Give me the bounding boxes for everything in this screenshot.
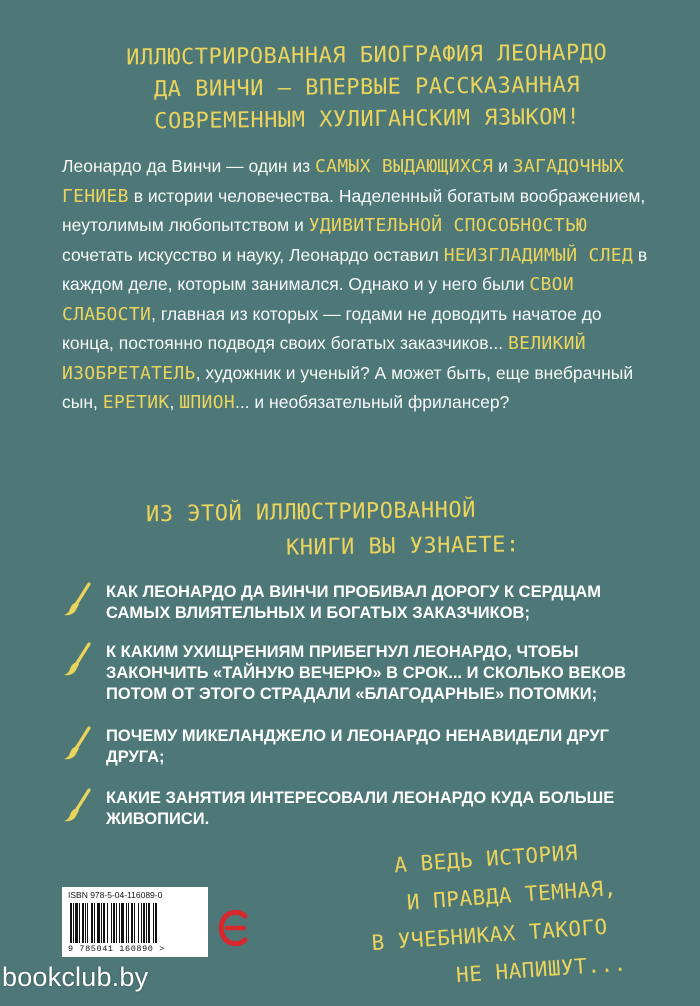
subheading-line-2: КНИГИ ВЫ УЗНАЕТЕ: — [285, 532, 520, 561]
quote-line: В УЧЕБНИКАХ ТАКОГО — [370, 914, 609, 956]
intro-highlight: ЗАГАДОЧНЫХ ГЕНИЕВ — [62, 156, 625, 207]
barcode-bar — [73, 903, 74, 943]
quote-line: А ВЕДЬ ИСТОРИЯ — [393, 840, 579, 878]
barcode-bar — [103, 903, 105, 943]
intro-paragraph — [62, 152, 652, 418]
bullet-text: К КАКИМ УХИЩРЕНИЯМ ПРИБЕГНУЛ ЛЕОНАРДО, ЧТОБЫ ЗАКОНЧИТЬ «ТАЙНУЮ ВЕЧЕРЮ» В СРОК... И СКОЛЬКО ВЕКОВ ПОТОМ ОТ ЭТОГО СТРАДАЛИ «БЛАГОДАРНЫЕ» ПОТОМКИ; — [106, 643, 627, 703]
barcode-bar — [138, 903, 139, 943]
bullet-text: ПОЧЕМУ МИКЕЛАНДЖЕЛО И ЛЕОНАРДО НЕНАВИДЕЛИ ДРУГ ДРУГА; — [106, 727, 609, 766]
barcode-bar — [134, 903, 135, 943]
intro-highlight: СВОИ СЛАБОСТИ — [62, 274, 574, 325]
bullet-text: КАК ЛЕОНАРДО ДА ВИНЧИ ПРОБИВАЛ ДОРОГУ К СЕРДЦАМ САМЫХ ВЛИЯТЕЛЬНЫХ И БОГАТЫХ ЗАКАЗЧИКОВ; — [106, 583, 602, 622]
bullet-text: КАКИЕ ЗАНЯТИЯ ИНТЕРЕСОВАЛИ ЛЕОНАРДО КУДА БОЛЬШЕ ЖИВОПИСИ. — [106, 789, 615, 828]
barcode-bar — [143, 903, 145, 943]
barcode-bar — [119, 903, 120, 943]
barcode-bar — [155, 903, 157, 943]
quote-line: И ПРАВДА ТЕМНАЯ, — [406, 875, 618, 915]
barcode-bar — [121, 903, 124, 943]
barcode-panel — [62, 887, 208, 957]
barcode-bar — [111, 903, 112, 943]
quote-line: НЕ НАПИШУТ... — [455, 951, 628, 988]
barcode-bar — [94, 903, 95, 943]
intro-highlight: ЕРЕТИК — [102, 392, 170, 413]
barcode-digits: 9 785041 160890 > — [68, 944, 165, 954]
paintbrush-icon — [62, 788, 94, 824]
barcode-bar — [113, 903, 115, 943]
intro-highlight: САМЫХ ВЫДАЮЩИХСЯ — [315, 156, 494, 177]
isbn-label: ISBN 978-5-04-116089-0 — [68, 890, 163, 900]
intro-highlight: НЕИЗГЛАДИМЫЙ СЛЕД — [443, 244, 634, 266]
intro-text: ... и необязательный фрилансер? — [234, 392, 510, 412]
paintbrush-icon — [62, 582, 94, 618]
intro-highlight: УДИВИТЕЛЬНОЙ СПОСОБНОСТЬЮ — [308, 215, 588, 236]
barcode-bar — [75, 903, 78, 943]
barcode-bar — [146, 903, 147, 943]
intro-text: в каждом деле, которым занимался. Однако и у него были — [62, 244, 648, 294]
intro-text: Леонардо да Винчи — один из — [62, 156, 316, 176]
barcode-bar — [82, 903, 84, 943]
barcode-bar — [101, 903, 102, 943]
barcode-bar — [87, 903, 88, 943]
barcode-bar — [116, 903, 117, 943]
headline-line: ДА ВИНЧИ — ВПЕРВЫЕ РАССКАЗАННАЯ — [153, 72, 581, 103]
intro-highlight: ВЕЛИКИЙ ИЗОБРЕТАТЕЛЬ — [62, 333, 586, 384]
barcode-bar — [131, 903, 133, 943]
barcode-bar — [148, 903, 150, 943]
intro-text: , — [169, 392, 180, 412]
website-watermark: bookclub.by — [2, 962, 149, 992]
intro-text: , главная из которых — годами не доводить начатое до конца, постоянно подводя своих богатых заказчиков... — [62, 303, 602, 353]
headline-line: ИЛЛЮСТРИРОВАННАЯ БИОГРАФИЯ ЛЕОНАРДО — [125, 40, 608, 71]
closing-quote — [351, 827, 681, 1001]
barcode-bar — [153, 903, 154, 943]
intro-text: и — [493, 156, 513, 176]
barcode-bar — [79, 903, 80, 943]
barcode-bar — [70, 903, 72, 943]
paintbrush-icon — [62, 726, 94, 762]
barcode-bar — [97, 903, 100, 943]
barcode-bar — [141, 903, 142, 943]
intro-highlight: ШПИОН — [179, 392, 235, 413]
subheading-line-1: ИЗ ЭТОЙ ИЛЛЮСТРИРОВАННОЙ — [145, 497, 477, 528]
publisher-logo-icon — [218, 908, 252, 948]
headline — [112, 37, 623, 138]
barcode-bar — [107, 903, 108, 943]
barcode-bar — [128, 903, 129, 943]
intro-text: сочетать искусство и науку, Леонардо оставил — [62, 244, 444, 265]
barcode-bar — [126, 903, 127, 943]
paintbrush-icon — [62, 642, 94, 678]
intro-text: , художник и ученый? А может быть, еще внебрачный сын, — [62, 362, 634, 412]
barcode-bar — [85, 903, 86, 943]
barcode-bar — [91, 903, 93, 943]
barcode-image — [68, 903, 202, 943]
intro-text: в истории человечества. Наделенный богатым воображением, неутолимым любопытством и — [62, 185, 646, 235]
headline-line: СОВРЕМЕННЫМ ХУЛИГАНСКИМ ЯЗЫКОМ! — [154, 104, 581, 135]
